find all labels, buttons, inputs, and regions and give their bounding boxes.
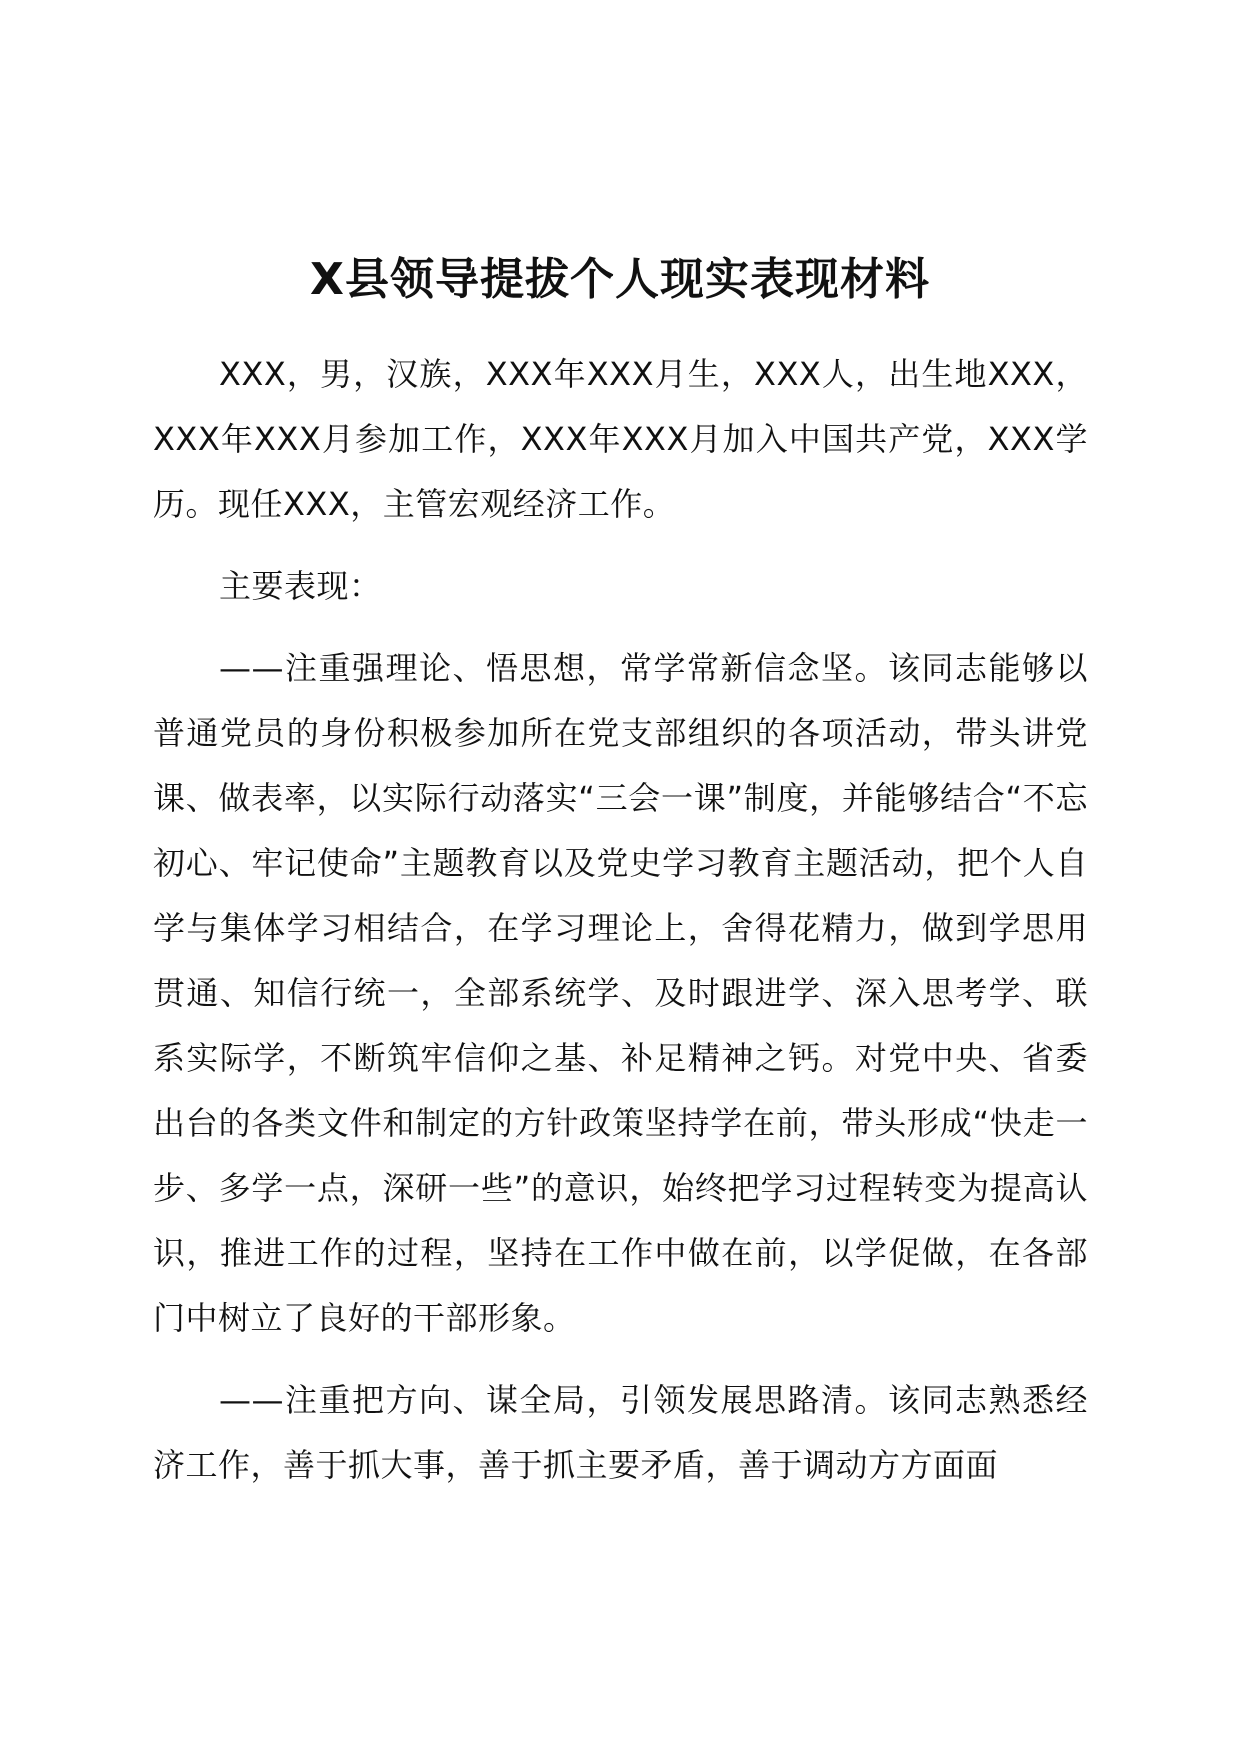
paragraph-main-performance-heading: 主要表现： (219, 567, 382, 605)
document-body (153, 342, 1088, 1498)
paragraph-direction-overall: ——注重把方向、谋全局，引领发展思路清。该同志熟悉经济工作，善于抓大事，善于抓主要矛盾，善于调动方方面面 (153, 1381, 1088, 1484)
document-title: X县领导提拔个人现实表现材料 (310, 254, 930, 305)
paragraph-theory-study: ——注重强理论、悟思想，常学常新信念坚。该同志能够以普通党员的身份积极参加所在党支部组织的各项活动，带头讲党课、做表率，以实际行动落实“三会一课”制度，并能够结合“不忘初心、牢记使命”主题教育以及党史学习教育主题活动，把个人自学与集体学习相结合，在学习理论上，舍得花精力，做到学思用贯通、知信行统一，全部系统学、及时跟进学、深入思考学、联系实际学，不断筑牢信仰之基、补足精神之钙。对党中央、省委出台的各类文件和制定的方针政策坚持学在前，带头形成“快走一步、多学一点，深研一些”的意识，始终把学习过程转变为提高认识，推进工作的过程，坚持在工作中做在前，以学促做，在各部门中树立了良好的干部形象。 (153, 649, 1088, 1337)
paragraph-basic-info: XXX，男，汉族，XXX年XXX月生，XXX人，出生地XXX，XXX年XXX月参加工作，XXX年XXX月加入中国共产党，XXX学历。现任XXX，主管宏观经济工作。 (153, 355, 1088, 523)
